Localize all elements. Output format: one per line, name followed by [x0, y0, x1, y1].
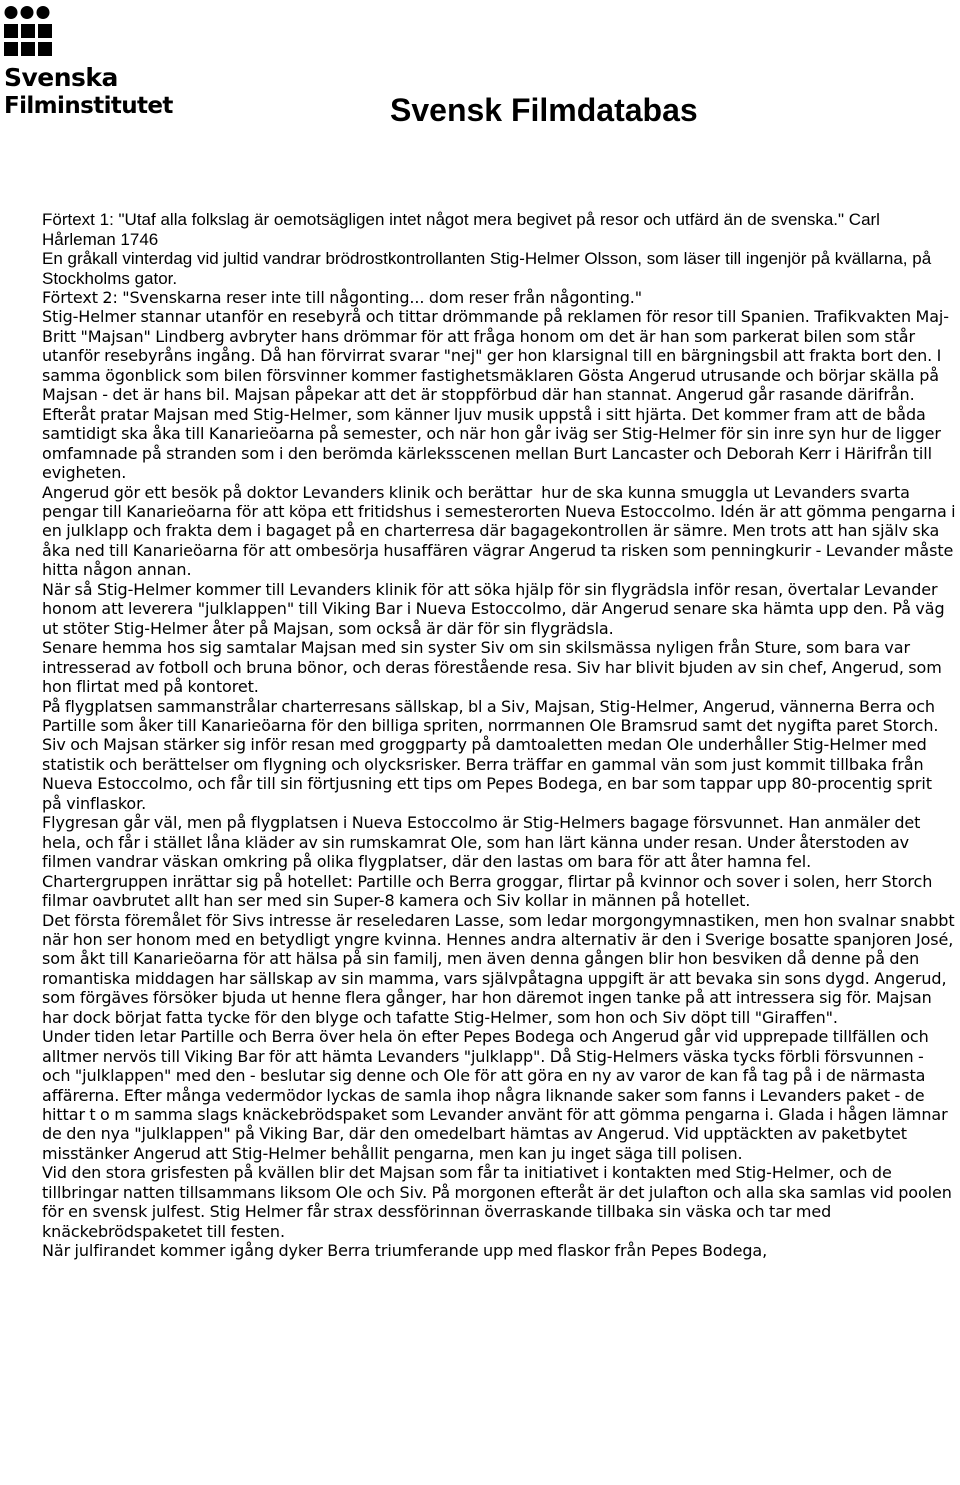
svenska-filminstitutet-logo [4, 4, 204, 126]
plot-text: Förtext 2: "Svenskarna reser inte till någonting... dom reser från någonting." Stig-Helmer stannar utanför en resebyrå och tittar drömmande på reklamen för resor till Spanien. Trafikvakten Maj-Britt "Majsan" Lindberg avbryter hans drömmar för att fråga honom om det är han som parkerat bilen som står utanför resebyråns ingång. Då han förvirrat svarar "nej" ger hon klarsignal till en bärgningsbil att frakta bort den. I samma ögonblick som bilen försvinner kommer fastighetsmäklaren Gösta Angerud utrusande och börjar skälla på Majsan - det är hans bil. Majsan påpekar att det är stoppförbud där han stannat. Angerud går rasande därifrån. Efteråt pratar Majsan med Stig-Helmer, som känner ljuv musik uppstå i sitt hjärta. Det kommer fram att de båda samtidigt ska åka till Kanarieöarna på semester, och när hon går iväg ser Stig-Helmer för sin inre syn hur de ligger omfamnade på stranden som i den berömda kärleksscenen mellan Burt Lancaster och Deborah Kerr i Härifrån till evigheten. Angerud gör ett besök på doktor Levanders klinik och berättar hur de ska kunna smuggla ut Levanders svarta pengar till Kanarieöarna för att köpa ett fritidshus i semesterorten Nueva Estoccolmo. Idén är att gömma pengarna i en julklapp och frakta dem i bagaget på en charterresa där bagagekontrollen är sämre. Men trots att han själv ska åka ned till Kanarieöarna för att ombesörja husaffären vägrar Angerud ta risken som penningkurir - Levander måste hitta någon annan. När så Stig-Helmer kommer till Levanders klinik för att söka hjälp för sin flygrädsla inför resan, övertalar Levander honom att leverera "julklappen" till Viking Bar i Nueva Estoccolmo, där Angerud senare ska hämta upp den. På väg ut stöter Stig-Helmer åter på Majsan, som också är där för sin flygrädsla. Senare hemma hos sig samtalar Majsan med sin syster Siv om sin skilsmässa nyligen från Sture, som bara var intresserad av fotboll och bruna bönor, och deras förestående resa. Siv har blivit bjuden av sin chef, Angerud, som hon flirtat med på kontoret. På flygplatsen sammanstrålar charterresans sällskap, bl a Siv, Majsan, Stig-Helmer, Angerud, vännerna Berra och Partille som åker till Kanarieöarna för den billiga spriten, norrmannen Ole Bramsrud samt det nygifta paret Storch. Siv och Majsan stärker sig inför resan med groggparty på damtoaletten medan Ole underhåller Stig-Helmer med statistik och berättelser om flygning och olycksrisker. Berra träffar en gammal vän som just kommit tillbaka från Nueva Estoccolmo, och får till sin förtjusning ett tips om Pepes Bodega, en bar som tappar upp 80-procentig sprit på vinflaskor. Flygresan går väl, men på flygplatsen i Nueva Estoccolmo är Stig-Helmers bagage försvunnet. Han anmäler det hela, och får i stället låna kläder av sin rumskamrat Ole, som han lärt känna under resan. Under återstoden av filmen vandrar väskan omkring på olika flygplatser, där den lastas om bara för att åter hamna fel. Chartergruppen inrättar sig på hotellet: Partille och Berra groggar, flirtar på kvinnor och sover i solen, herr Storch filmar oavbrutet allt han ser med sin Super-8 kamera och Siv kollar in männen på hotellet. Det första föremålet för Sivs intresse är reseledaren Lasse, som ledar morgongymnastiken, men hon svalnar snabbt när hon ser honom med en betydligt yngre kvinna. Hennes andra alternativ är den i Sverige bosatte spanjoren José, som åkt till Kanarieöarna för att hälsa på sin familj, men även denna gången blir hon besviken då denne på den romantiska middagen har sällskap av sin mamma, vars självpåtagna uppgift är att bevaka sin sons dygd. Angerud, som förgäves försöker bjuda ut henne flera gånger, har hon däremot ingen tanke på att intressera sig för. Majsan har dock börjat fatta tycke för den blyge och tafatte Stig-Helmer, som hon och Siv döpt till "Giraffen". Under tiden letar Partille och Berra över hela ön efter Pepes Bodega och Angerud går vid upprepade tillfällen och alltmer nervös till Viking Bar för att hämta Levanders "julklapp". Då Stig-Helmers väska tycks förbli försvunnen - och "julklappen" med den - beslutar sig denne och Ole för att göra en ny av varor de kan få tag på i de närmasta affärerna. Efter många vedermödor lyckas de samla ihop några liknande saker som fanns i Levanders paket - de hittar t o m samma slags knäckebrödspaket som Levander använt för att gömma pengarna i. Glada i hågen lämnar de den nya "julklappen" på Viking Bar, där den omedelbart hämtas av Angerud. Vid upptäckten av paketbytet misstänker Angerud att Stig-Helmer behållit pengarna, men kan ju inget säga till polisen. Vid den stora grisfesten på kvällen blir det Majsan som får ta initiativet i kontakten med Stig-Helmer, och de tillbringar natten tillsammans liksom Ole och Siv. På morgonen efteråt är det julafton och alla ska samlas vid poolen för en svensk julfest. Stig Helmer får strax dessförinnan överraskande tillbaka sin väska och tar med knäckebrödspaketet till festen. När julfirandet kommer igång dyker Berra triumferande upp med flaskor från Pepes Bodega, [42, 288, 956, 1261]
logo-mark-icon [4, 4, 52, 60]
synopsis-content [42, 210, 956, 1261]
logo-text-line1: Svenska [4, 63, 118, 92]
logo-text-line2: Filminstitutet [4, 93, 173, 119]
intro-text: Förtext 1: "Utaf alla folkslag är oemotsägligen intet något mera begivet på resor och utfärd än de svenska." Carl Hårleman 1746 En gråkall vinterdag vid jultid vandrar brödrostkontrollanten Stig-Helmer Olsson, som läser till ingenjör på kvällarna, på Stockholms gator. [42, 210, 932, 288]
site-title: Svensk Filmdatabas [390, 92, 698, 128]
